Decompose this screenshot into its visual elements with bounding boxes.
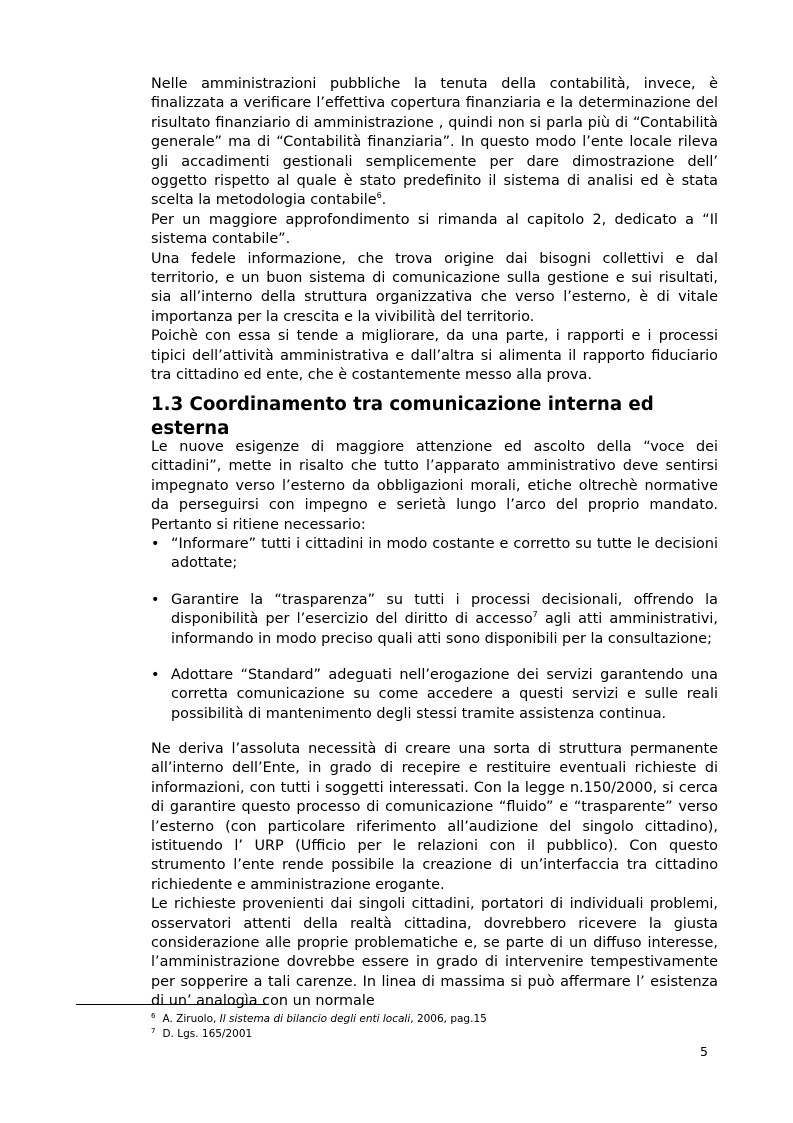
section-paragraph-requests: Le richieste provenienti dai singoli cittadini, portatori di individuali problemi, osservatori attenti della realtà cittadina, dovrebbero ricevere la giusta considerazione alle proprie problematiche e, se parte di un diffuso interesse, l’amministrazione dovrebbe essere in grado di intervenire tempestivamente per sopperire a tali carenze. In linea di massima si può affermare l’ esistenza di un’ analogìa con un normale — [151, 896, 718, 1010]
footnote-separator — [76, 1004, 268, 1005]
intro-paragraph-1-text: Nelle amministrazioni pubbliche la tenuta della contabilità, invece, è finalizzata a verificare l’effettiva copertura finanziaria e la determinazione del risultato finanziario di amministrazione , quindi non si parla più di “Contabilità generale” ma di “Contabilità finanziaria”. In questo modo l’ente locale rileva gli accadimenti gestionali semplicemente per dare dimostrazione dell’ oggetto rispetto al quale è stato predefinito il sistema di analisi ed è stata scelta la metodologia contabile — [151, 76, 718, 209]
intro-paragraph-4: Poichè con essa si tende a migliorare, da una parte, i rapporti e i processi tipici dell’attività amministrativa e dall’altra si alimenta il rapporto fiduciario tra cittadino ed ente, che è costantemente messo alla prova. — [151, 328, 718, 384]
footnotes — [151, 1012, 711, 1042]
bullet-item-2-text-end: agli atti amministrativi, informando in modo preciso quali atti sono disponibili per la consultazione; — [171, 611, 718, 647]
bullet-icon: • — [151, 667, 160, 684]
intro-paragraph-2: Per un maggiore approfondimento si rimanda al capitolo 2, dedicato a “Il sistema contabile”. — [151, 211, 718, 248]
section-heading: 1.3 Coordinamento tra comunicazione interna ed esterna — [151, 394, 654, 439]
bullet-item-1-text: “Informare” tutti i cittadini in modo costante e corretto su tutte le decisioni adottate; — [171, 536, 718, 572]
section-lead-block — [151, 438, 718, 535]
section-lead-paragraph: Le nuove esigenze di maggiore attenzione ed ascolto della “voce dei cittadini”, mette in risalto che tutto l’apparato amministrativo deve sentirsi impegnato verso l’esterno da obbligazioni morali, etiche oltrechè normative da perseguirsi con impegno e serietà lungo l’arco del proprio mandato. Pertanto si ritiene necessario: — [151, 439, 718, 533]
footnote-6-author: A. Ziruolo, — [162, 1013, 220, 1025]
bullet-item-3-text: Adottare “Standard” adeguati nell’erogazione dei servizi garantendo una corretta comunicazione su come accedere a questi servizi e sulle reali possibilità di mantenimento degli stessi tramite assistenza continua. — [171, 667, 718, 722]
intro-paragraph-1-end: . — [381, 192, 387, 209]
bullet-icon: • — [151, 536, 160, 552]
footnote-7-text: D. Lgs. 165/2001 — [162, 1028, 253, 1040]
intro-text-block — [151, 75, 718, 386]
bullet-item-3 — [151, 666, 718, 724]
footnote-7 — [151, 1027, 711, 1042]
footnote-6-title: Il sistema di bilancio degli enti locali — [219, 1013, 411, 1025]
footnote-ref-6[interactable]: 6 — [376, 191, 382, 201]
bullet-item-2-text: Garantire la “trasparenza” su tutti i processi decisionali, offrendo la disponibilità per l’esercizio del diritto di accesso — [171, 591, 718, 628]
intro-paragraph-1 — [151, 75, 718, 211]
footnote-ref-7[interactable]: 7 — [532, 610, 538, 620]
footnote-6-number: 6 — [151, 1011, 156, 1020]
bullet-list — [151, 535, 718, 741]
bullet-icon: • — [151, 591, 160, 608]
bullet-item-2 — [151, 591, 718, 649]
footnote-6 — [151, 1012, 711, 1027]
page-number: 5 — [700, 1044, 708, 1059]
bullet-item-1 — [151, 535, 718, 574]
footnote-6-details: , 2006, pag.15 — [410, 1013, 487, 1025]
intro-paragraph-3: Una fedele informazione, che trova origine dai bisogni collettivi e dal territorio, e un buon sistema di comunicazione sulla gestione e sui risultati, sia all’interno della struttura organizzativa che verso l’esterno, è di vitale importanza per la crescita e la vivibilità del territorio. — [151, 250, 718, 325]
section-body-block — [151, 740, 718, 1012]
footnote-7-number: 7 — [151, 1026, 156, 1035]
section-paragraph-urp: Ne deriva l’assoluta necessità di creare una sorta di struttura permanente all’interno dell’Ente, in grado di recepire e restituire eventuali richieste di informazioni, con tutti i soggetti interessati. Con la legge n.150/2000, si cerca di garantire questo processo di comunicazione “fluido” e “trasparente” verso l’esterno (con particolare riferimento all’audizione del singolo cittadino), istituendo l’ URP (Ufficio per le relazioni con il pubblico). Con questo strumento l’ente rende possibile la creazione di un’interfaccia tra cittadino richiedente e amministrazione erogante. — [151, 741, 718, 893]
